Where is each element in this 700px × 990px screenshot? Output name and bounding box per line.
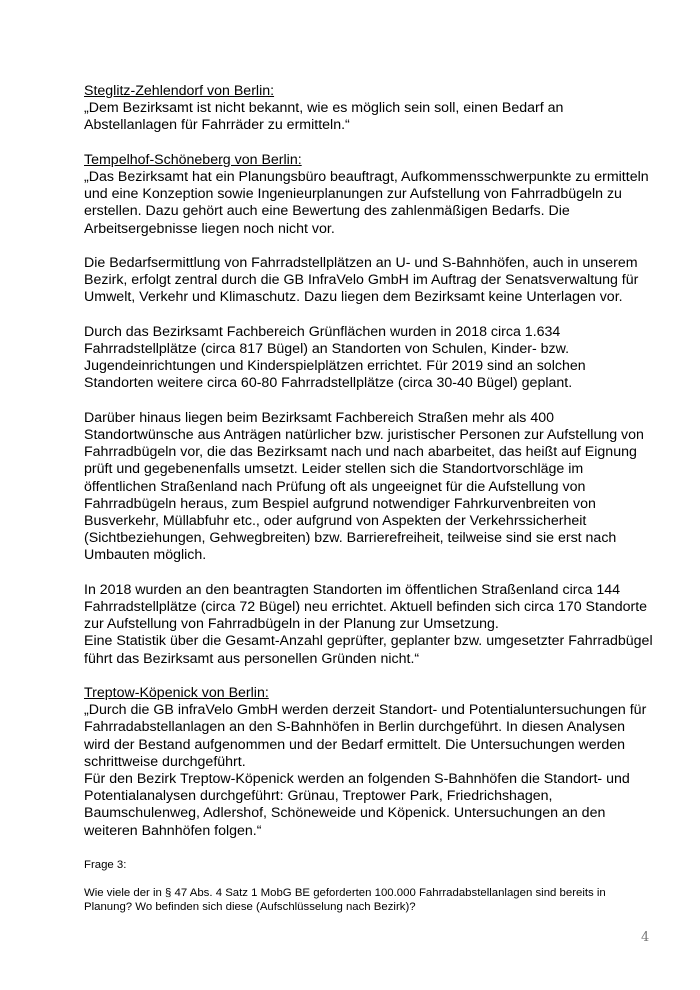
page-number: 4 (641, 930, 650, 945)
section-steglitz-zehlendorf (84, 83, 654, 135)
paragraph: Durch das Bezirksamt Fachbereich Grünflächen wurden in 2018 circa 1.634 Fahrradstellplätze (circa 817 Bügel) an Standorten von Schulen, Kinder- bzw. Jugendeinrichtungen und Kinderspielplätzen errichtet. Für 2019 sind an solchen Standorten weitere circa 60-80 Fahrradstellplätze (circa 30-40 Bügel) geplant. (84, 323, 586, 392)
paragraph: „Dem Bezirksamt ist nicht bekannt, wie es möglich sein soll, einen Bedarf an Abstellanlagen für Fahrräder zu ermitteln.“ (84, 100, 564, 134)
paragraph: Die Bedarfsermittlung von Fahrradstellplätzen an U- und S-Bahnhöfen, auch in unserem Bezirk, erfolgt zentral durch die GB InfraVelo GmbH im Auftrag der Senatsverwaltung für Umwelt, Verkehr und Klimaschutz. Dazu liegen dem Bezirksamt keine Unterlagen vor. (84, 255, 639, 306)
section-heading: Steglitz-Zehlendorf von Berlin: (84, 83, 275, 99)
paragraph: Darüber hinaus liegen beim Bezirksamt Fachbereich Straßen mehr als 400 Standortwünsche aus Anträgen natürlicher bzw. juristischer Personen zur Aufstellung von Fahrradbügeln vor, die das Bezirksamt nach und nach abarbeitet, das heißt auf Eignung prüft und gegebenenfalls umsetzt. Leider stellen sich die Standortvorschläge im öffentlichen Straßenland nach Prüfung oft als ungeeignet für die Aufstellung von Fahrradbügeln heraus, zum Bespiel aufgrund notwendiger Fahrkurvenbreiten von Busverkehr, Müllabfuhr etc., oder aufgrund von Aspekten der Verkehrssicherheit (Sichtbeziehungen, Gehwegbreiten) bzw. Barrierefreiheit, teilweise sind sie erst nach Umbauten möglich. (84, 409, 644, 564)
paragraph: Eine Statistik über die Gesamt-Anzahl geprüfter, geplanter bzw. umgesetzter Fahrradbügel führt das Bezirksamt aus personellen Gründen nicht.“ (84, 633, 653, 667)
section-tempelhof-schoeneberg (84, 152, 654, 668)
question-block (84, 858, 654, 914)
paragraph: In 2018 wurden an den beantragten Standorten im öffentlichen Straßenland circa 144 Fahrradstellplätze (circa 72 Bügel) neu errichtet. Aktuell befinden sich circa 170 Standorte zur Aufstellung von Fahrradbügeln in der Planung zur Umsetzung. (84, 581, 648, 633)
document-body (84, 83, 654, 914)
section-heading: Treptow-Köpenick von Berlin: (84, 685, 269, 702)
section-heading: Tempelhof-Schöneberg von Berlin: (84, 151, 302, 168)
paragraph: Für den Bezirk Treptow-Köpenick werden an folgenden S-Bahnhöfen die Standort- und Potentialanalysen durchgeführt: Grünau, Treptower Park, Friedrichshagen, Baumschulenweg, Adlershof, Schöneweide und Köpenick. Untersuchungen an den weiteren Bahnhöfen folgen.“ (84, 771, 630, 839)
section-treptow-koepenick (84, 685, 654, 840)
paragraph: „Das Bezirksamt hat ein Planungsbüro beauftragt, Aufkommensschwerpunkte zu ermitteln und eine Konzeption sowie Ingenieurplanungen zur Aufstellung von Fahrradbügeln zu erstellen. Dazu gehört auch eine Bewertung des zahlenmäßigen Bedarfs. Die Arbeitsergebnisse liegen noch nicht vor. (84, 169, 649, 237)
question-text: Wie viele der in § 47 Abs. 4 Satz 1 MobG BE geforderten 100.000 Fahrradabstellanlagen sind bereits in Planung? Wo befinden sich diese (Aufschlüsselung nach Bezirk)? (84, 886, 606, 913)
question-label: Frage 3: (84, 858, 127, 871)
paragraph: „Durch die GB infraVelo GmbH werden derzeit Standort- und Potentialuntersuchungen für Fahrradabstellanlagen an den S-Bahnhöfen in Berlin durchgeführt. In diesen Analysen wird der Bestand aufgenommen und der Bedarf ermittelt. Die Untersuchungen werden schrittweise durchgeführt. (84, 702, 647, 770)
